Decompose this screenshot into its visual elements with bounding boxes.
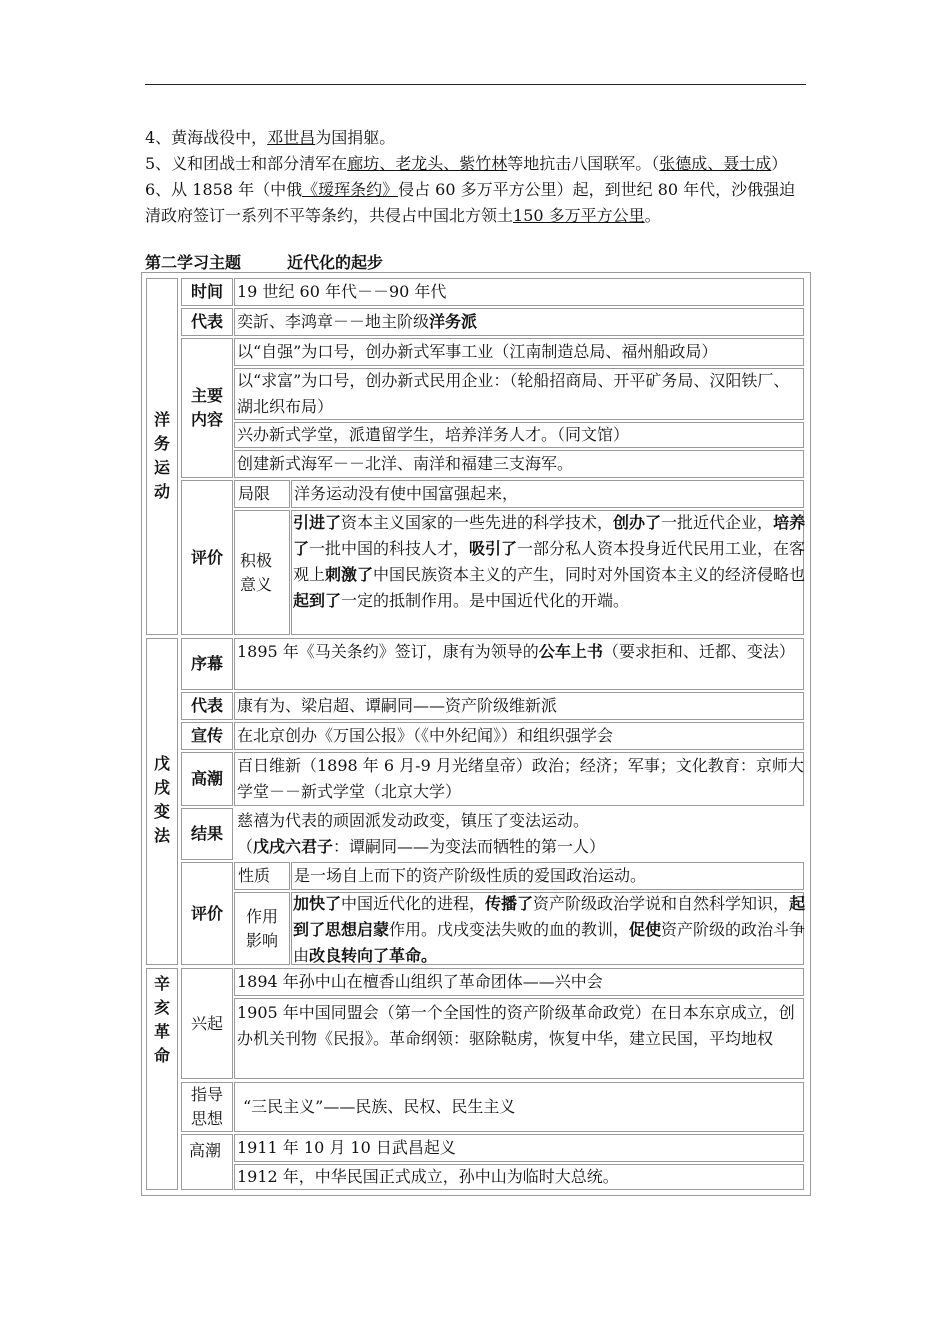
wuxu-prop-label: 宣传 — [190, 726, 223, 745]
bold-text: 培养了 — [293, 513, 806, 558]
underlined-name: 邓世昌 — [267, 128, 316, 147]
bold-text: 戊戌六君子 — [253, 837, 334, 856]
yangwu-content-label: 主要内容 — [190, 386, 223, 429]
text: 中国民族资本主义的产生，同时对外国资本主义的经济侵略也 — [373, 565, 806, 584]
underlined-name: 张德成、聂士成 — [659, 154, 772, 173]
text: 侵占 60 多万平方公里）起，到世纪 80 年代，沙俄强迫清政府签订一系列不平等条约，共侵占中国北方领土 — [145, 180, 796, 225]
heading-right: 近代化的起步 — [287, 253, 384, 272]
wuxu-prop-value: 在北京创办《万国公报》（《中外纪闻》）和组织强学会 — [237, 726, 614, 745]
wuxu-result-value — [237, 808, 803, 860]
separator: 、 — [379, 154, 396, 173]
underlined-place: 紫竹林 — [459, 154, 508, 173]
text: 为国捐躯。 — [315, 128, 396, 147]
wuxu-climax-value: 百日维新（1898 年 6 月-9 月光绪皇帝）政治；经济；军事；文化教育：京师大学堂－－新式学堂（北京大学） — [237, 756, 804, 801]
text: 4、黄海战役中， — [145, 128, 268, 147]
xinhai-climax-label: 高潮 — [189, 1141, 222, 1160]
bold-text: 改良转向了革命。 — [309, 946, 438, 965]
xinhai-title: 辛亥革命 — [153, 974, 170, 1065]
wuxu-result-label: 结果 — [190, 824, 223, 843]
yangwu-limit-value: 洋务运动没有使中国富强起来， — [294, 484, 519, 503]
yangwu-pos-label: 积极意义 — [239, 550, 272, 594]
underlined-treaty: 《瑷珲条约》 — [302, 180, 399, 199]
separator: 、 — [443, 154, 460, 173]
wuxu-prelude-label: 序幕 — [190, 654, 223, 673]
text: 1895 年《马关条约》签订，康有为领导的 — [237, 642, 539, 661]
wuxu-prelude-value — [237, 639, 809, 665]
text: 5、义和团战士和部分清军在 — [145, 154, 348, 173]
text: 资产阶级的政治斗争由 — [293, 920, 806, 965]
wuxu-effect-label: 作用影响 — [245, 906, 278, 950]
yangwu-time-label: 时间 — [190, 282, 223, 301]
heading-left: 第二学习主题 — [145, 253, 242, 272]
text: ：谭嗣同——为变法而牺牲的第一人） — [333, 837, 606, 856]
xinhai-climax-2: 1912 年，中华民国正式成立，孙中山为临时大总统。 — [237, 1167, 619, 1186]
text: 作用。戊戌变法失败的血的教训， — [389, 920, 630, 939]
bold-text: 刺激了 — [325, 565, 374, 584]
wuxu-rep-label: 代表 — [190, 696, 223, 715]
underlined-area: 150 多万平方公里 — [513, 206, 645, 225]
bold-text: 创办了 — [613, 513, 662, 532]
xinhai-guide-label: 指导思想 — [190, 1085, 223, 1128]
bold-text: 洋务派 — [429, 312, 478, 331]
intro-line-4 — [145, 125, 809, 151]
yangwu-rep-value — [237, 309, 477, 335]
text: 奕訢、李鸿章－－地主阶级 — [237, 312, 430, 331]
result-line-1: 慈禧为代表的顽固派发动政变，镇压了变法运动。 — [237, 811, 590, 830]
bold-text: 加快了 — [293, 894, 342, 913]
intro-line-5 — [145, 151, 809, 229]
text: 一部分私人资本投身近代民用工业，在客观上 — [293, 539, 806, 584]
bold-text: 传播了 — [485, 894, 534, 913]
text: 中国近代化的进程， — [341, 894, 486, 913]
yangwu-eval-label: 评价 — [190, 547, 223, 567]
yangwu-limit-label: 局限 — [237, 484, 270, 503]
bold-text: 吸引了 — [469, 539, 518, 558]
xinhai-rise-2: 1905 年中国同盟会（第一个全国性的资产阶级革命政党）在日本东京成立，创办机关刊物《民报》。革命纲领：驱除鞑虏，恢复中华，建立民国，平均地权 — [237, 1003, 795, 1048]
wuxu-nature-value: 是一场自上而下的资产阶级性质的爱国政治运动。 — [294, 866, 647, 885]
yangwu-time-value: 19 世纪 60 年代－－90 年代 — [237, 282, 447, 301]
xinhai-rise-label: 兴起 — [190, 1013, 223, 1033]
yangwu-content-4: 创建新式海军－－北洋、南洋和福建三支海军。 — [237, 454, 574, 473]
intro-text — [145, 125, 809, 229]
bold-text: 引进了 — [293, 513, 342, 532]
section-heading — [145, 250, 383, 273]
text: 资产阶级政治学说和自然科学知识， — [533, 894, 790, 913]
wuxu-rep-value: 康有为、梁启超、谭嗣同——资产阶级维新派 — [237, 696, 558, 715]
wuxu-climax-label: 高潮 — [190, 769, 223, 788]
text: 一批中国的科技人才， — [309, 539, 470, 558]
yangwu-content-2: 以“求富”为口号，创办新式民用企业：（轮船招商局、开平矿务局、汉阳铁厂、湖北织布局） — [237, 371, 790, 416]
xinhai-climax-1: 1911 年 10 月 10 日武昌起义 — [237, 1138, 456, 1157]
yangwu-content-3: 兴办新式学堂，派遣留学生，培养洋务人才。（同文馆） — [237, 425, 630, 444]
yangwu-content-1: 以“自强”为口号，创办新式军事工业（江南制造总局、福州船政局） — [237, 342, 718, 361]
yangwu-title: 洋务运动 — [153, 410, 170, 501]
text: 。 — [644, 206, 661, 225]
wuxu-nature-label: 性质 — [237, 866, 270, 885]
text: ）6、从 1858 年（中俄 — [145, 154, 788, 199]
wuxu-effect-value — [293, 891, 808, 969]
text: 等地抗击八国联军。（ — [507, 154, 660, 173]
text: 一定的抵制作用。是中国近代化的开端。 — [341, 591, 630, 610]
wuxu-title: 戊戌变法 — [153, 754, 170, 845]
bold-text: 起到了 — [293, 591, 342, 610]
header-rule — [145, 84, 806, 85]
bold-text: 公车上书 — [538, 642, 603, 661]
yangwu-pos-value — [293, 510, 808, 614]
underlined-place: 廊坊 — [347, 154, 380, 173]
text: 资本主义国家的一些先进的科学技术， — [341, 513, 614, 532]
bold-text: 起到了思想启蒙 — [293, 894, 806, 939]
bold-text: 促使 — [629, 920, 662, 939]
underlined-place: 老龙头 — [395, 154, 444, 173]
xinhai-rise-1: 1894 年孙中山在檀香山组织了革命团体——兴中会 — [237, 972, 603, 991]
yangwu-rep-label: 代表 — [190, 312, 223, 331]
wuxu-eval-label: 评价 — [190, 903, 223, 923]
text: 一批近代企业， — [661, 513, 774, 532]
text: （要求拒和、迁都、变法） — [602, 642, 795, 661]
xinhai-guide-value: “三民主义”——民族、民权、民生主义 — [243, 1097, 516, 1116]
result-line-2 — [237, 834, 803, 860]
text: （ — [237, 837, 254, 856]
